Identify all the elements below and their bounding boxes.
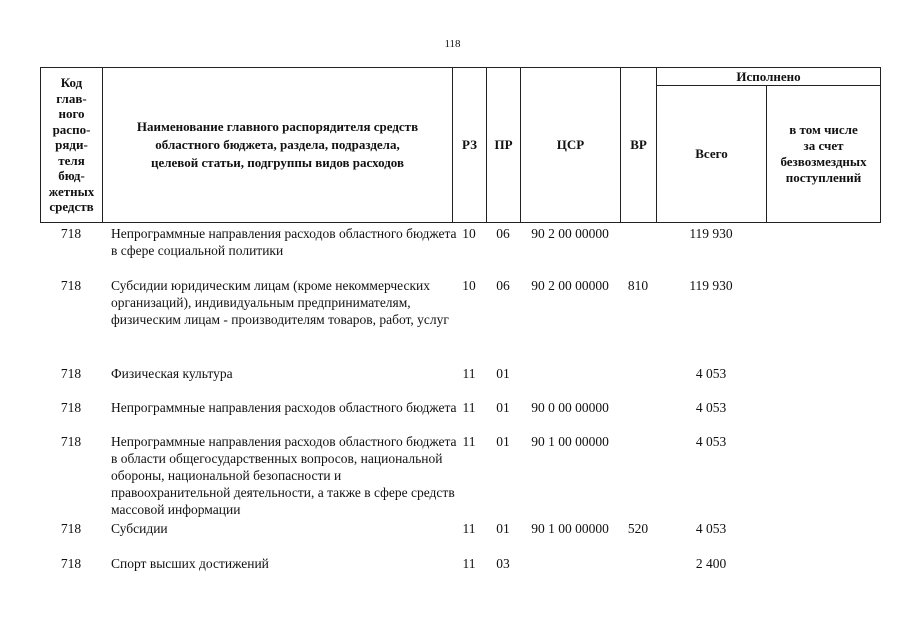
header-code-line: бюд- bbox=[58, 168, 85, 184]
row-code: 718 bbox=[60, 400, 82, 415]
row-csr: 90 2 00 00000 bbox=[531, 226, 609, 241]
row-rz: 10 bbox=[462, 278, 476, 293]
row-rz: 11 bbox=[462, 556, 476, 571]
row-code: 718 bbox=[60, 278, 82, 293]
row-total: 119 930 bbox=[689, 278, 733, 293]
row-vr: 810 bbox=[627, 278, 649, 293]
header-rz: РЗ bbox=[462, 137, 477, 152]
row-total: 4 053 bbox=[695, 400, 727, 415]
header-code-line: распо- bbox=[52, 121, 91, 137]
row-pr: 03 bbox=[496, 556, 510, 571]
page-number: 118 bbox=[444, 38, 461, 50]
row-total: 4 053 bbox=[695, 366, 727, 381]
row-name: Непрограммные направления расходов областного бюджета bbox=[111, 400, 457, 415]
row-pr: 06 bbox=[496, 278, 510, 293]
row-pr: 01 bbox=[496, 400, 510, 415]
header-incl-line: безвозмездных bbox=[780, 154, 867, 169]
row-csr: 90 1 00 00000 bbox=[531, 434, 609, 449]
header-total: Всего bbox=[695, 146, 728, 161]
header-right-border bbox=[880, 67, 881, 223]
row-vr: 520 bbox=[627, 521, 649, 536]
row-total: 119 930 bbox=[689, 226, 733, 241]
row-name: Субсидии юридическим лицам (кроме некоммерческих организаций), индивидуальным предпринимателям, физическим лицам - производителям товаров, работ, услуг bbox=[111, 278, 449, 327]
header-incl-line: в том числе bbox=[789, 122, 858, 137]
header-name-line: Наименование главного распорядителя средств bbox=[136, 119, 419, 134]
row-csr: 90 1 00 00000 bbox=[531, 521, 609, 536]
row-name: Непрограммные направления расходов областного бюджета в области общегосударственных вопросов, национальной обороны, национальной безопасности и правоохранительной деятельности, а также в сфере средств массовой информации bbox=[111, 434, 457, 517]
header-name bbox=[103, 68, 452, 222]
header-code-line: ряди- bbox=[55, 137, 88, 153]
header-csr: ЦСР bbox=[556, 137, 585, 152]
header-pr: ПР bbox=[494, 137, 513, 152]
header-name-line: целевой статьи, подгруппы видов расходов bbox=[150, 155, 405, 170]
row-code: 718 bbox=[60, 521, 82, 536]
header-code-line: теля bbox=[58, 152, 85, 168]
row-rz: 11 bbox=[462, 434, 476, 449]
row-total: 2 400 bbox=[695, 556, 727, 571]
header-executed: Исполнено bbox=[736, 68, 801, 84]
row-pr: 01 bbox=[496, 366, 510, 381]
row-code: 718 bbox=[60, 556, 82, 571]
header-code-line: средств bbox=[49, 199, 94, 215]
row-code: 718 bbox=[60, 434, 82, 449]
row-name: Спорт высших достижений bbox=[111, 556, 269, 571]
row-code: 718 bbox=[60, 226, 82, 241]
row-name: Субсидии bbox=[111, 521, 168, 536]
row-name: Непрограммные направления расходов областного бюджета в сфере социальной политики bbox=[111, 226, 457, 258]
header-vr: ВР bbox=[630, 137, 647, 152]
header-code-line: жетных bbox=[48, 183, 95, 199]
header-incl-line: за счет bbox=[803, 138, 844, 153]
row-rz: 11 bbox=[462, 521, 476, 536]
row-name: Физическая культура bbox=[111, 366, 233, 381]
row-total: 4 053 bbox=[695, 434, 727, 449]
row-csr: 90 0 00 00000 bbox=[531, 400, 609, 415]
row-rz: 11 bbox=[462, 366, 476, 381]
header-code-line: глав- bbox=[56, 90, 87, 106]
header-bottom-border bbox=[40, 222, 881, 223]
header-code-line: Код bbox=[60, 75, 83, 91]
row-pr: 06 bbox=[496, 226, 510, 241]
row-rz: 10 bbox=[462, 226, 476, 241]
table-header bbox=[40, 67, 881, 223]
header-code bbox=[41, 68, 102, 222]
row-csr: 90 2 00 00000 bbox=[531, 278, 609, 293]
row-total: 4 053 bbox=[695, 521, 727, 536]
header-code-line: ного bbox=[58, 106, 85, 122]
row-code: 718 bbox=[60, 366, 82, 381]
header-name-line: областного бюджета, раздела, подраздела, bbox=[155, 137, 400, 152]
header-incl-line: поступлений bbox=[785, 170, 862, 185]
row-rz: 11 bbox=[462, 400, 476, 415]
header-incl bbox=[767, 86, 880, 222]
row-pr: 01 bbox=[496, 434, 510, 449]
row-pr: 01 bbox=[496, 521, 510, 536]
